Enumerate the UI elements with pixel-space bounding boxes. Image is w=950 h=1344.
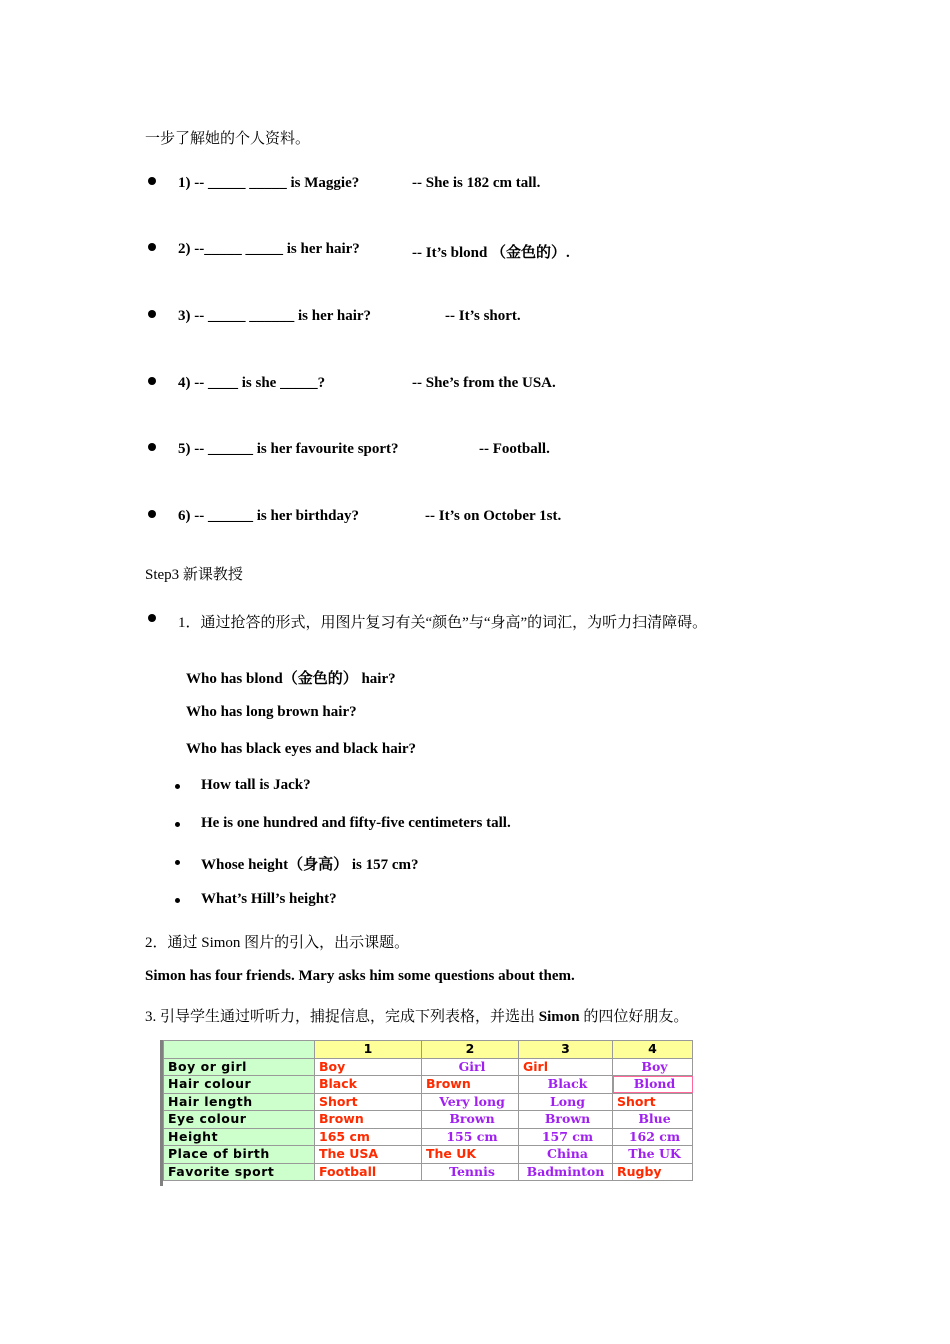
table-cell: 157 cm: [519, 1128, 613, 1146]
table-cell: Boy: [315, 1058, 422, 1076]
table-header-cell: 3: [519, 1041, 613, 1059]
question-3: 3) -- _____ ______ is her hair?: [178, 308, 372, 324]
table-cell: Black: [519, 1076, 613, 1094]
bullet-icon: [175, 784, 180, 789]
item-2-text: 2．通过 Simon 图片的引入，出示课题。: [145, 935, 410, 951]
table-cell: Girl: [422, 1058, 519, 1076]
simon-sentence: Simon has four friends. Mary asks him some questions about them.: [145, 968, 575, 984]
table-cell: The UK: [613, 1146, 693, 1164]
table-row: [164, 1093, 693, 1111]
row-label: Hair colour: [164, 1076, 315, 1094]
table-cell: Brown: [422, 1076, 519, 1094]
row-label: Favorite sport: [164, 1163, 315, 1181]
table-cell: 155 cm: [422, 1128, 519, 1146]
bullet-icon: [175, 822, 180, 827]
table-cell: Black: [315, 1076, 422, 1094]
review-bullet-4: What’s Hill’s height?: [201, 891, 337, 907]
bullet-icon: [148, 510, 156, 518]
answer-5: -- Football.: [479, 441, 550, 457]
table-row: [164, 1111, 693, 1129]
table-cell: 165 cm: [315, 1128, 422, 1146]
review-bullet-2: He is one hundred and fifty-five centimeters tall.: [201, 815, 511, 831]
intro-text: 一步了解她的个人资料。: [145, 131, 311, 147]
table-cell: Football: [315, 1163, 422, 1181]
question-1: 1) -- _____ _____ is Maggie?: [178, 175, 360, 191]
table-cell: Blond: [613, 1076, 693, 1094]
table-cell: Tennis: [422, 1163, 519, 1181]
table-cell: China: [519, 1146, 613, 1164]
bullet-icon: [148, 243, 156, 251]
table-cell: Badminton: [519, 1163, 613, 1181]
table-row: [164, 1058, 693, 1076]
item-1-text: 1．通过抢答的形式，用图片复习有关“颜色”与“身高”的词汇，为听力扫清障碍。: [178, 615, 708, 631]
bullet-icon: [148, 377, 156, 385]
table-header-cell: 2: [422, 1041, 519, 1059]
answer-1: -- She is 182 cm tall.: [412, 175, 541, 191]
table-cell: Girl: [519, 1058, 613, 1076]
table-row: [164, 1163, 693, 1181]
table-cell: Brown: [422, 1111, 519, 1129]
table-cell: Short: [315, 1093, 422, 1111]
table-cell: Long: [519, 1093, 613, 1111]
bullet-icon: [148, 177, 156, 185]
table-cell: Brown: [315, 1111, 422, 1129]
bullet-icon: [148, 443, 156, 451]
table-cell: Very long: [422, 1093, 519, 1111]
friends-info-table: [163, 1040, 693, 1181]
review-bullet-1: How tall is Jack?: [201, 777, 311, 793]
row-label: Boy or girl: [164, 1058, 315, 1076]
table-header-row: [164, 1041, 693, 1059]
row-label: Eye colour: [164, 1111, 315, 1129]
table-cell: 162 cm: [613, 1128, 693, 1146]
friends-info-table-image: [160, 1040, 695, 1186]
question-5: 5) -- ______ is her favourite sport?: [178, 441, 399, 457]
item-3-prefix: 3. 引导学生通过听听力，捕捉信息，完成下列表格，并选出: [145, 1009, 539, 1025]
question-2: 2) --_____ _____ is her hair?: [178, 241, 360, 257]
table-cell: The USA: [315, 1146, 422, 1164]
table-header-cell: 1: [315, 1041, 422, 1059]
review-bullet-3: Whose height（身高） is 157 cm?: [201, 857, 419, 873]
review-question-2: Who has long brown hair?: [186, 704, 357, 720]
table-header-cell: 4: [613, 1041, 693, 1059]
item-3-text: [145, 1005, 688, 1026]
step3-heading: Step3 新课教授: [145, 567, 243, 583]
table-row: [164, 1146, 693, 1164]
answer-4: -- She’s from the USA.: [412, 375, 556, 391]
row-label: Place of birth: [164, 1146, 315, 1164]
answer-6: -- It’s on October 1st.: [425, 508, 562, 524]
review-question-3: Who has black eyes and black hair?: [186, 741, 417, 757]
answer-3: -- It’s short.: [445, 308, 521, 324]
table-row: [164, 1076, 693, 1094]
item-3-bold: Simon: [538, 1009, 580, 1025]
row-label: Height: [164, 1128, 315, 1146]
table-cell: Boy: [613, 1058, 693, 1076]
answer-2: -- It’s blond （金色的）.: [412, 245, 570, 261]
bullet-icon: [175, 898, 180, 903]
question-6: 6) -- ______ is her birthday?: [178, 508, 359, 524]
table-cell: Rugby: [613, 1163, 693, 1181]
bullet-icon: [148, 614, 156, 622]
table-cell: Short: [613, 1093, 693, 1111]
row-label: Hair length: [164, 1093, 315, 1111]
review-question-1: Who has blond（金色的） hair?: [186, 671, 396, 687]
table-header-cell: [164, 1041, 315, 1059]
table-cell: Brown: [519, 1111, 613, 1129]
bullet-icon: [148, 310, 156, 318]
table-cell: The UK: [422, 1146, 519, 1164]
question-4: 4) -- ____ is she _____?: [178, 375, 326, 391]
table-row: [164, 1128, 693, 1146]
table-cell: Blue: [613, 1111, 693, 1129]
item-3-suffix: 的四位好朋友。: [579, 1009, 689, 1025]
bullet-icon: [175, 860, 180, 865]
